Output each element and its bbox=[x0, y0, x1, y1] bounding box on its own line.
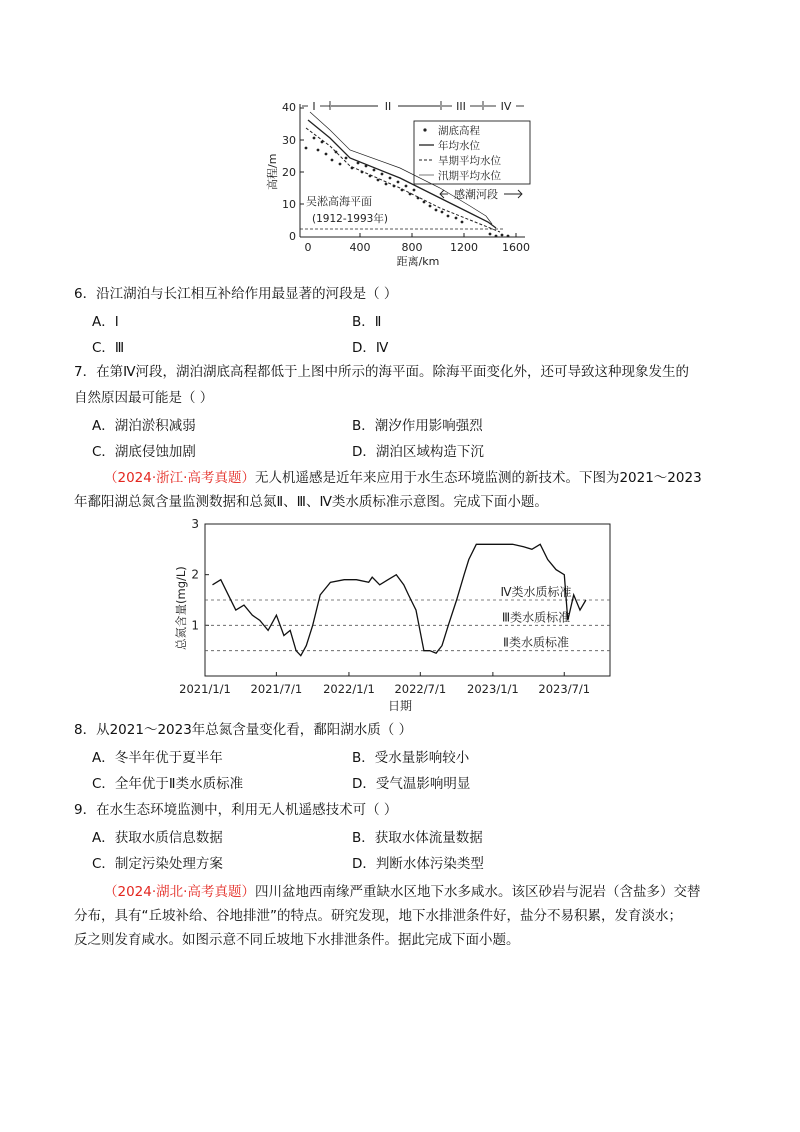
q7-option-a[interactable]: A．湖泊淤积减弱 bbox=[92, 418, 196, 434]
chart-ytick: 1 bbox=[191, 618, 199, 633]
fig1-ylabel: 高程/m bbox=[266, 153, 279, 190]
fig1-xtick: 0 bbox=[304, 241, 312, 254]
segment-label-II: II bbox=[384, 100, 392, 113]
q9-option-b[interactable]: B．获取水体流量数据 bbox=[352, 830, 483, 846]
q8-option-d[interactable]: D．受气温影响明显 bbox=[352, 776, 471, 792]
chart-ytick: 2 bbox=[191, 567, 199, 582]
q7-option-b[interactable]: B．潮汐作用影响强烈 bbox=[352, 418, 483, 434]
fig1-ytick: 20 bbox=[282, 166, 296, 179]
source-tag-zhejiang: （2024·浙江·高考真题） bbox=[104, 470, 255, 486]
sea-level-years: (1912-1993年) bbox=[312, 213, 388, 225]
q9-option-d[interactable]: D．判断水体污染类型 bbox=[352, 856, 484, 872]
legend-label: 汛期平均水位 bbox=[438, 170, 501, 182]
source-tag-hubei: （2024·湖北·高考真题） bbox=[104, 884, 255, 900]
q8-option-b[interactable]: B．受水量影响较小 bbox=[352, 750, 470, 766]
chart-ylabel: 总氮含量(mg/L) bbox=[174, 566, 188, 650]
segment-label-III: III bbox=[456, 100, 466, 113]
hubei-intro-text1: 四川盆地西南缘严重缺水区地下水多咸水。该区砂岩与泥岩（含盐多）交替 bbox=[254, 884, 701, 900]
hubei-intro bbox=[74, 880, 734, 952]
zhejiang-intro-text1: 无人机遥感是近年来应用于水生态环境监测的新技术。下图为2021～2023 bbox=[254, 470, 702, 486]
fig1-xtick: 1200 bbox=[450, 241, 478, 254]
q6-option-d[interactable]: D．Ⅳ bbox=[352, 340, 389, 356]
q7-option-d[interactable]: D．湖泊区域构造下沉 bbox=[352, 444, 484, 460]
question-9-stem: 9．在水生态环境监测中，利用无人机遥感技术可（ ） bbox=[74, 802, 398, 818]
q9-option-c[interactable]: C．制定污染处理方案 bbox=[92, 856, 223, 872]
q8-option-c[interactable]: C．全年优于Ⅱ类水质标准 bbox=[92, 776, 244, 792]
zhejiang-intro bbox=[74, 466, 734, 514]
chart-xtick: 2023/7/1 bbox=[538, 682, 591, 696]
question-6-stem: 6．沿江湖泊与长江相互补给作用最显著的河段是（ ） bbox=[74, 286, 398, 302]
river-profile-figure bbox=[255, 96, 545, 268]
question-8-stem: 8．从2021～2023年总氮含量变化看，鄱阳湖水质（ ） bbox=[74, 722, 413, 738]
legend-label: 湖底高程 bbox=[438, 125, 480, 137]
q9-option-a[interactable]: A．获取水质信息数据 bbox=[92, 830, 223, 846]
chart-ytick: 3 bbox=[191, 517, 199, 531]
q6-option-a[interactable]: A．Ⅰ bbox=[92, 314, 119, 330]
hubei-intro-text2: 分布，具有“丘坡补给、谷地排泄”的特点。研究发现，地下水排泄条件好，盐分不易积累，发育淡水； bbox=[74, 908, 682, 924]
zhejiang-intro-text2: 年鄱阳湖总氮含量监测数据和总氮Ⅱ、Ⅲ、Ⅳ类水质标准示意图。完成下面小题。 bbox=[74, 494, 548, 510]
question-7-stem-line2: 自然原因最可能是（ ） bbox=[74, 390, 214, 406]
chart-xtick: 2021/1/1 bbox=[179, 682, 231, 696]
q6-option-c[interactable]: C．Ⅲ bbox=[92, 340, 125, 356]
nitrogen-chart bbox=[165, 516, 635, 716]
legend-label: 年均水位 bbox=[438, 140, 480, 152]
fig1-ytick: 10 bbox=[282, 198, 296, 211]
chart-xtick: 2021/7/1 bbox=[250, 682, 303, 696]
standard-label: Ⅳ类水质标准 bbox=[500, 585, 572, 599]
legend-label: 旱期平均水位 bbox=[438, 155, 501, 167]
segment-label-IV: IV bbox=[500, 100, 512, 113]
chart-xlabel: 日期 bbox=[387, 699, 413, 713]
fig1-ytick: 30 bbox=[282, 134, 296, 147]
fig1-xtick: 800 bbox=[401, 241, 423, 254]
segment-label-I: I bbox=[312, 100, 316, 113]
chart-xtick: 2022/1/1 bbox=[323, 682, 375, 696]
standard-label: Ⅲ类水质标准 bbox=[501, 610, 571, 625]
tidal-reach-annotation: 感潮河段 bbox=[454, 188, 498, 201]
chart-xtick: 2022/7/1 bbox=[394, 682, 447, 696]
question-7-stem-line1: 7．在第Ⅳ河段，湖泊湖底高程都低于上图中所示的海平面。除海平面变化外，还可导致这种现象发生的 bbox=[74, 364, 690, 380]
fig1-xlabel: 距离/km bbox=[396, 255, 440, 268]
fig1-ytick: 40 bbox=[282, 101, 296, 114]
fig1-ytick: 0 bbox=[289, 230, 296, 243]
sea-level-annotation: 吴淞高海平面 bbox=[306, 195, 372, 208]
q7-option-c[interactable]: C．湖底侵蚀加剧 bbox=[92, 444, 196, 460]
fig1-xtick: 400 bbox=[349, 241, 371, 254]
chart-xtick: 2023/1/1 bbox=[467, 682, 519, 696]
hubei-intro-text3: 反之则发育咸水。如图示意不同丘坡地下水排泄条件。据此完成下面小题。 bbox=[74, 932, 520, 948]
q6-option-b[interactable]: B．Ⅱ bbox=[352, 314, 382, 330]
standard-label: Ⅱ类水质标准 bbox=[503, 635, 569, 650]
fig1-xtick: 1600 bbox=[502, 241, 530, 254]
q8-option-a[interactable]: A．冬半年优于夏半年 bbox=[92, 750, 223, 766]
